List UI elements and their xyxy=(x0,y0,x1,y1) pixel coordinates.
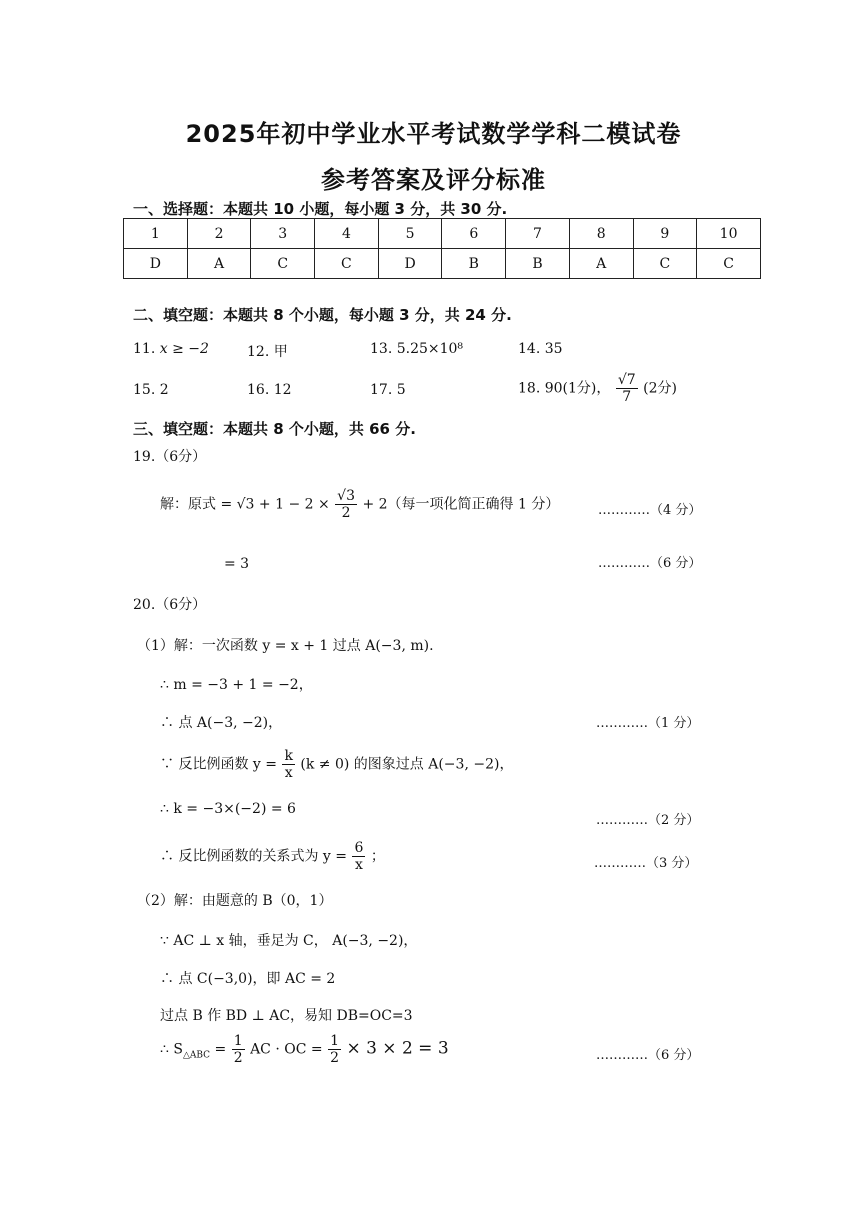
fill-item-18 xyxy=(518,372,677,405)
fraction-numerator: 6 xyxy=(354,840,364,856)
item-number: 14. xyxy=(518,341,541,357)
fraction-numerator: √7 xyxy=(617,372,636,388)
item-answer: 35 xyxy=(544,341,563,357)
q19-label: 19.（6分） xyxy=(133,449,207,465)
fraction-numerator: k xyxy=(284,748,293,764)
table-cell: 4 xyxy=(315,219,379,249)
q20-p2-line1: （2）解：由题意的 B（0，1） xyxy=(137,893,333,909)
page-subtitle: 参考答案及评分标准 xyxy=(321,166,546,194)
fill-item-16 xyxy=(247,382,292,398)
score-marker: …………（2 分） xyxy=(596,813,700,828)
item-answer: 甲 xyxy=(273,344,288,360)
q19-line2: = 3 xyxy=(224,556,250,572)
fraction-numerator: 1 xyxy=(330,1033,339,1049)
fraction xyxy=(282,748,294,781)
subscript: △ABC xyxy=(182,1050,211,1061)
item-number: 12. xyxy=(247,344,270,360)
score-marker: …………（6 分） xyxy=(596,1048,700,1063)
fill-item-17 xyxy=(370,382,406,398)
item-answer: 5.25×10⁸ xyxy=(396,341,464,357)
expr-prefix: 解：原式 = √3 + 1 − 2 × xyxy=(160,496,330,513)
q20-p1-line5: ∴ k = −3×(−2) = 6 xyxy=(160,801,296,817)
table-cell: B xyxy=(442,249,506,279)
expr-prefix: ∴ S xyxy=(160,1041,183,1058)
fraction xyxy=(328,1033,341,1066)
expr-suffix: (k ≠ 0) 的图象过点 A(−3, −2)， xyxy=(300,756,514,773)
fraction-numerator: 1 xyxy=(233,1033,243,1049)
fraction xyxy=(232,1033,245,1066)
fraction-denominator: 2 xyxy=(233,1050,243,1066)
fill-item-13 xyxy=(370,341,463,357)
q20-p1-line1: （1）解：一次函数 y = x + 1 过点 A(−3, m). xyxy=(137,638,434,654)
item-number: 13. xyxy=(370,341,393,357)
expr-suffix: + 2（每一项化简正确得 1 分） xyxy=(362,496,560,513)
section3-heading: 三、填空题：本题共 8 个小题，共 66 分. xyxy=(133,420,416,438)
table-cell: C xyxy=(315,249,379,279)
item-number: 15. xyxy=(133,382,156,398)
table-cell: D xyxy=(378,249,442,279)
item-number: 18. xyxy=(518,380,541,397)
table-row-numbers xyxy=(124,219,761,249)
q19-line1 xyxy=(160,488,559,521)
fraction-denominator: x xyxy=(354,857,363,873)
item-score: (2分) xyxy=(643,380,677,397)
fraction-denominator: 2 xyxy=(341,505,351,521)
q20-label: 20.（6分） xyxy=(133,597,207,613)
item-number: 16. xyxy=(247,382,270,398)
expr-prefix: ∵ 反比例函数 y = xyxy=(160,756,277,773)
table-cell: 1 xyxy=(124,219,188,249)
answer-table xyxy=(123,218,761,279)
table-cell: A xyxy=(569,249,633,279)
page-title: 2025年初中学业水平考试数学学科二模试卷 xyxy=(185,120,682,148)
table-cell: 10 xyxy=(697,219,761,249)
table-cell: A xyxy=(187,249,251,279)
fraction xyxy=(335,488,357,521)
fill-item-14 xyxy=(518,341,563,357)
section1-heading: 一、选择题：本题共 10 小题，每小题 3 分，共 30 分. xyxy=(133,200,508,218)
table-cell: 8 xyxy=(569,219,633,249)
fill-item-11 xyxy=(133,341,209,357)
q20-p2-line4: 过点 B 作 BD ⊥ AC，易知 DB=OC=3 xyxy=(160,1008,413,1024)
table-row-answers xyxy=(124,249,761,279)
score-marker: …………（1 分） xyxy=(596,716,700,731)
item-number: 17. xyxy=(370,382,393,398)
table-cell: 5 xyxy=(378,219,442,249)
q20-p1-line6 xyxy=(160,840,385,873)
fraction-denominator: x xyxy=(284,765,293,781)
q20-p1-line3: ∴ 点 A(−3, −2)， xyxy=(160,715,283,731)
table-cell: 3 xyxy=(251,219,315,249)
q20-p1-line2: ∴ m = −3 + 1 = −2， xyxy=(160,677,313,693)
table-cell: 2 xyxy=(187,219,251,249)
fraction xyxy=(352,840,365,873)
fraction-denominator: 7 xyxy=(622,389,632,405)
fill-item-12 xyxy=(247,341,288,361)
fraction-denominator: 2 xyxy=(330,1050,339,1066)
item-answer: 2 xyxy=(159,382,169,398)
q20-p1-line4 xyxy=(160,748,513,781)
fraction xyxy=(616,372,638,405)
expr-prefix: ∴ 反比例函数的关系式为 y = xyxy=(160,848,347,865)
table-cell: 6 xyxy=(442,219,506,249)
fraction-numerator: √3 xyxy=(337,488,355,504)
item-answer: x ≥ −2 xyxy=(159,341,209,357)
table-cell: B xyxy=(506,249,570,279)
score-marker: …………（4 分） xyxy=(598,503,702,518)
item-answer: 90(1分)， xyxy=(544,380,611,397)
q20-p2-line5 xyxy=(160,1033,449,1066)
score-marker: …………（3 分） xyxy=(594,856,698,871)
table-cell: C xyxy=(251,249,315,279)
expr-mid: AC · OC = xyxy=(250,1041,323,1058)
expr-suffix: ； xyxy=(370,848,385,865)
table-cell: 9 xyxy=(633,219,697,249)
item-number: 11. xyxy=(133,341,156,357)
section2-heading: 二、填空题：本题共 8 个小题，每小题 3 分，共 24 分. xyxy=(133,306,512,324)
expr-end: × 3 × 2 = 3 xyxy=(346,1038,449,1059)
item-answer: 5 xyxy=(396,382,406,398)
table-cell: D xyxy=(124,249,188,279)
score-marker: …………（6 分） xyxy=(598,556,702,571)
fill-item-15 xyxy=(133,382,169,398)
q20-p2-line2: ∵ AC ⊥ x 轴，垂足为 C， A(−3, −2)， xyxy=(160,933,418,949)
item-answer: 12 xyxy=(273,382,292,398)
q20-p2-line3: ∴ 点 C(−3,0)，即 AC = 2 xyxy=(160,971,336,987)
table-cell: C xyxy=(697,249,761,279)
expr-eq: = xyxy=(214,1041,227,1058)
table-cell: 7 xyxy=(506,219,570,249)
table-cell: C xyxy=(633,249,697,279)
